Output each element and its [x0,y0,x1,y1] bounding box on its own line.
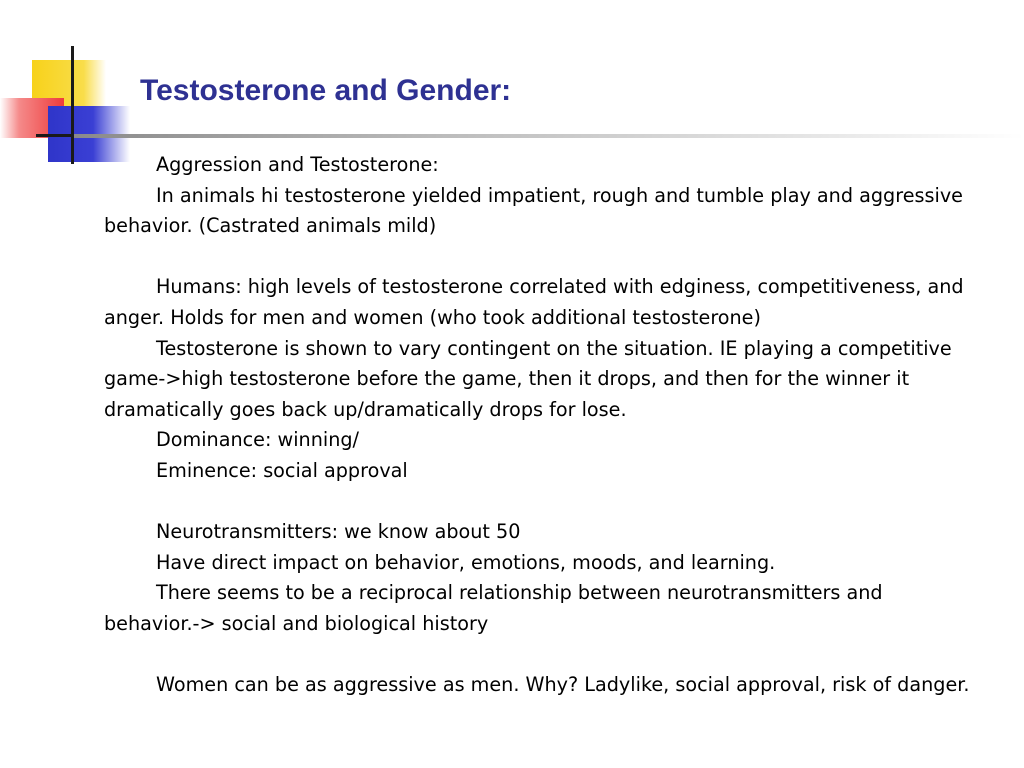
slide-title: Testosterone and Gender: [140,74,512,107]
spacer [104,487,984,518]
paragraph-dominance: Dominance: winning/ [156,428,360,452]
paragraph-reciprocal: There seems to be a reciprocal relationship between neurotransmitters and behavior.-> social and biological history [104,581,883,635]
paragraph-eminence: Eminence: social approval [156,458,408,482]
paragraph-humans: Humans: high levels of testosterone correlated with edginess, competitiveness, and anger. Holds for men and women (who took additional testosterone) [104,275,964,329]
paragraph-animals: In animals hi testosterone yielded impatient, rough and tumble play and aggressive behavior. (Castrated animals mild) [104,183,963,238]
paragraph-aggression-heading: Aggression and Testosterone: [156,153,439,176]
decorative-logo [0,0,140,170]
slide-body [104,150,984,701]
paragraph-direct-impact: Have direct impact on behavior, emotions, moods, and learning. [156,550,776,574]
logo-vertical-line [71,46,74,164]
title-divider [74,134,1024,138]
paragraph-neurotransmitters: Neurotransmitters: we know about 50 [156,520,521,544]
spacer [104,242,984,273]
paragraph-situation: Testosterone is shown to vary contingent on the situation. IE playing a competitive game->high testosterone before the game, then it drops, and then for the winner it dramatically goes back up/dramatically drops for lose. [104,336,952,421]
spacer [104,640,984,671]
paragraph-women: Women can be as aggressive as men. Why? Ladylike, social approval, risk of danger. [156,673,970,697]
